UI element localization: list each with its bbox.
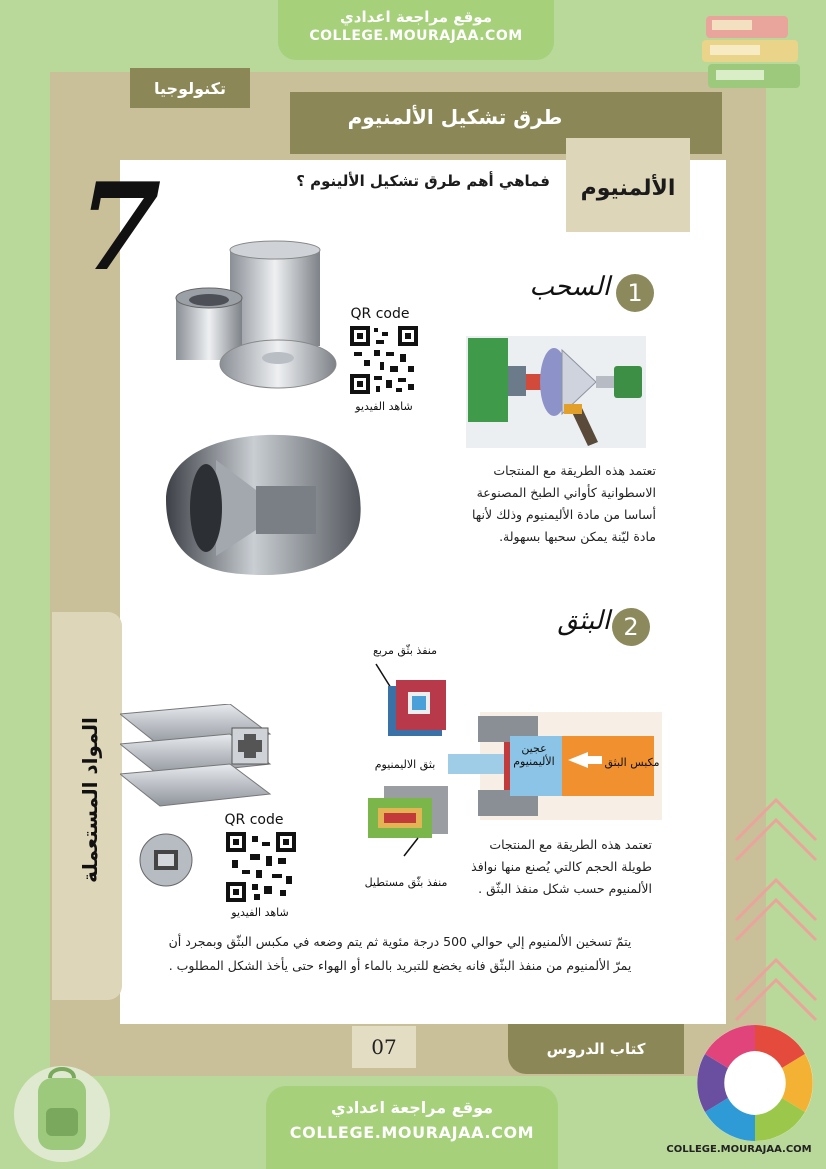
site-name: موقع مراجعة اعدادي [340, 8, 492, 26]
qr-code-label: QR code [224, 812, 284, 828]
section2-title: البثق [557, 606, 610, 636]
lathe-spinning-photo [146, 430, 364, 578]
main-question: فماهي أهم طرق تشكيل الألينوم ؟ [296, 172, 550, 190]
qr-code-icon[interactable] [350, 326, 418, 394]
dough-label-line: عجين [521, 742, 547, 755]
footer-site-name: موقع مراجعة اعدادي [330, 1098, 494, 1117]
side-label: المواد المستعملة [78, 717, 102, 883]
square-die-label: منفذ بثّق مربع [373, 644, 437, 657]
paragraph-line: مادة ليّنة يمكن سحبها بسهولة. [499, 529, 656, 544]
aluminium-dough-label [504, 742, 564, 768]
page-title: طرق تشكيل الألمنيوم [290, 92, 620, 142]
process-line: يمرّ الألمنيوم من منفذ البثّق فانه يخضع للتبريد بالماء أو الهواء حتى يأخذ الشكل المطلوب . [168, 958, 632, 973]
watch-video-label: شاهد الفيديو [355, 400, 413, 413]
paragraph-line: تعتمد هذه الطريقة مع المنتجات [489, 837, 652, 852]
process-line: يتمّ تسخين الألمنيوم إلي حوالي 500 درجة مئوية ثم يتم وضعه في مكبس البثّق وبمجرد أن [168, 934, 632, 949]
top-banner[interactable] [278, 0, 554, 60]
chevron-decoration-icon [726, 790, 826, 1030]
logo-text: COLLEGE.MOURAJAA.COM [666, 1144, 812, 1155]
aluminium-profiles-image [120, 704, 280, 816]
site-url: COLLEGE.MOURAJAA.COM [309, 28, 523, 44]
backpack-icon [14, 1058, 110, 1166]
aluminium-profile-section-image [136, 830, 196, 890]
topic-label: الألمنيوم [580, 175, 676, 201]
dough-label-line: الأليمنيوم [513, 755, 555, 768]
page-number: 07 [352, 1026, 416, 1068]
rectangular-die-label: منفذ بثّق مستطيل [364, 876, 448, 889]
book-label: كتاب الدروس [508, 1024, 684, 1074]
section2-number: 2 [612, 608, 650, 646]
bottom-banner[interactable] [266, 1086, 558, 1169]
footer-site-url: COLLEGE.MOURAJAA.COM [289, 1123, 535, 1142]
section1-title: السحب [529, 272, 610, 302]
square-die-image [372, 660, 452, 750]
aluminium-pots-image [168, 236, 338, 396]
books-icon [700, 12, 810, 97]
qr-code-icon[interactable] [226, 832, 296, 902]
paragraph-line: الاسطوانية كأواني الطبخ المصنوعة [476, 485, 656, 500]
section1-number: 1 [616, 274, 654, 312]
section1-paragraph [424, 460, 656, 548]
qr-code-label: QR code [350, 306, 410, 322]
process-description [140, 930, 660, 978]
spinning-process-image [466, 336, 646, 448]
watch-video-label: شاهد الفيديو [231, 906, 289, 919]
paragraph-line: تعتمد هذه الطريقة مع المنتجات [493, 463, 656, 478]
subject-tab: تكنولوجيا [130, 68, 250, 108]
paragraph-line: أساسا من مادة الأليمنيوم وذلك لأنها [471, 507, 656, 522]
extrusion-press-label: مكبس البثق [604, 756, 660, 769]
paragraph-line: الألمنيوم حسب شكل منفذ البثّق . [478, 881, 652, 896]
site-logo-icon [694, 1022, 816, 1144]
extruded-aluminium-label: بثق الاليمنيوم [374, 758, 436, 771]
section2-paragraph [426, 834, 652, 900]
paragraph-line: طويلة الحجم كالتي يُصنع منها نوافذ [471, 859, 652, 874]
lesson-number: 7 [78, 157, 162, 298]
